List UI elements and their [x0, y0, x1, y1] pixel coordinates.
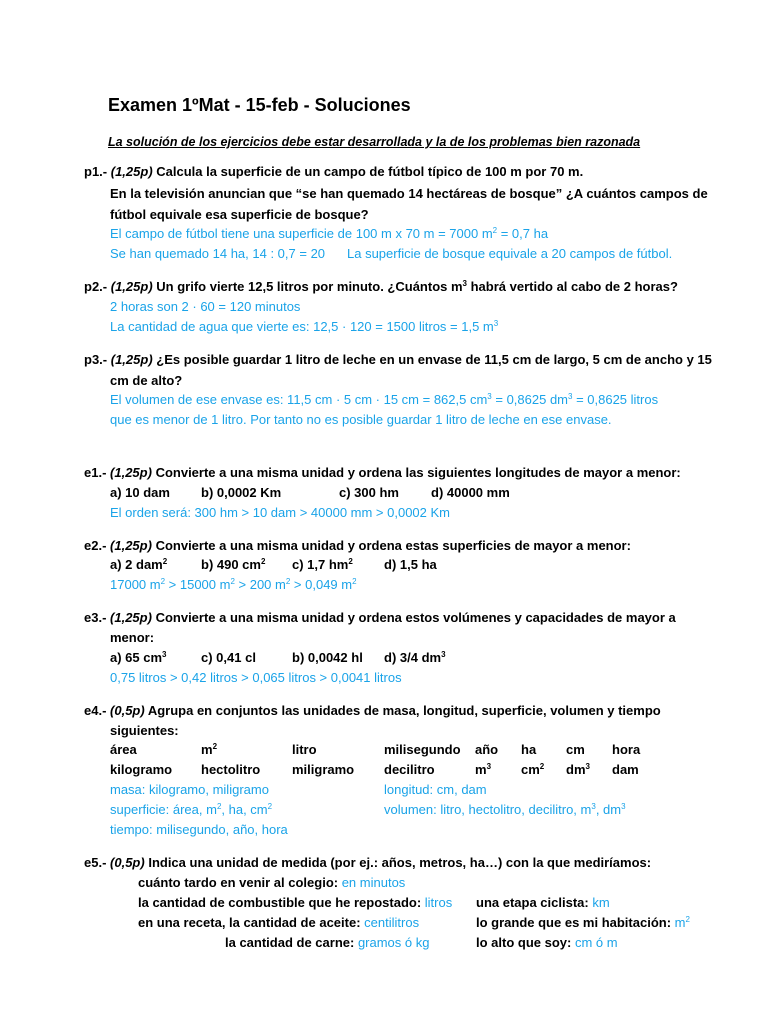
exercise-2-number: e2.-	[84, 538, 107, 553]
problem-1-answer: La superficie de bosque equivale a 20 campos de fútbol.	[347, 246, 673, 261]
problem-2-solution-line: 2 horas son 2 · 60 = 120 minutos	[110, 299, 301, 314]
exercise-1-number: e1.-	[84, 465, 107, 480]
measure-item: lo alto que soy: cm ó m	[476, 935, 618, 950]
exercise-2-option-a: a) 2 dam$^2$	[110, 557, 168, 572]
measure-item: la cantidad de combustible que he repostado: litros	[138, 895, 453, 910]
exercise-2-option-b: b) 490 $cm^2$	[201, 557, 266, 572]
group-volumen: volumen: litro, hectolitro, decilitro, $m^3$, $dm^3$	[384, 802, 626, 817]
unit-cell: dam	[612, 762, 639, 777]
exercise-1-option-d: d) 40000 mm	[431, 485, 510, 500]
exercise-4-number: e4.-	[84, 703, 107, 718]
problem-3-solution-line: El volumen de ese envase es: 11,5 cm · 5 cm · 15 cm = 862,5 $cm^3 = 0,8625$ $dm^3 = 0,8625$ litros	[110, 392, 659, 407]
problem-3-points: (1,25p)	[110, 352, 153, 367]
exercise-1-option-a: a) 10 dam	[110, 485, 170, 500]
problem-2-question: p2.- (1,25p) Un grifo vierte 12,5 litros por minuto. ¿Cuántos $m^3$ habrá vertido al cabo de 2 horas?	[84, 279, 678, 294]
unit-cell: cm	[566, 742, 585, 757]
instruction-text: La solución de los ejercicios debe estar desarrollada y la de los problemas bien razonada	[108, 135, 641, 149]
measure-item: en una receta, la cantidad de aceite: centilitros	[138, 915, 420, 930]
measure-item: la cantidad de carne: gramos ó kg	[225, 935, 430, 950]
problem-1-solution-line: Se han quemado 14 ha, 14 : 0,7 = 20	[110, 246, 326, 261]
problem-3-question-line: cm de alto?	[110, 373, 183, 388]
measure-item: lo grande que es mi habitación: $m^2$	[476, 915, 690, 930]
group-superficie: superficie: área, $m^2$, ha, $cm^2$	[110, 802, 273, 817]
unit-cell: hora	[612, 742, 641, 757]
problem-2-number: p2.-	[84, 279, 108, 294]
problem-1-solution-line: El campo de fútbol tiene una superficie de 100 m x 70 m = 7000 $m^2 = 0,7$ ha	[110, 226, 549, 241]
unit-cell: $m^3$	[475, 762, 492, 777]
unit-cell: $m^2$	[201, 742, 218, 757]
problem-1-question: p1.- (1,25p) Calcula la superficie de un campo de fútbol típico de 100 m por 70 m.	[84, 164, 584, 179]
unit-cell: $cm^2$	[521, 762, 545, 777]
exercise-4-question: e4.- (0,5p) Agrupa en conjuntos las unidades de masa, longitud, superficie, volumen y tiempo	[84, 703, 661, 718]
exercise-2-question: e2.- (1,25p) Convierte a una misma unidad y ordena estas superficies de mayor a menor:	[84, 538, 631, 553]
group-masa: masa: kilogramo, miligramo	[110, 782, 269, 797]
exercise-1-points: (1,25p)	[110, 465, 152, 480]
exercise-5-number: e5.-	[84, 855, 107, 870]
exercise-2-points: (1,25p)	[110, 538, 152, 553]
exercise-3-solution: 0,75 litros > 0,42 litros > 0,065 litros > 0,0041 litros	[110, 670, 402, 685]
exercise-1-option-c: c) 300 hm	[339, 485, 399, 500]
exercise-1-question: e1.- (1,25p) Convierte a una misma unidad y ordena las siguientes longitudes de mayor a menor:	[84, 465, 681, 480]
unit-cell: $dm^3$	[566, 762, 590, 777]
problem-3-solution-line: que es menor de 1 litro. Por tanto no es posible guardar 1 litro de leche en ese envase.	[110, 412, 612, 427]
exercise-3-question: e3.- (1,25p) Convierte a una misma unidad y ordena estos volúmenes y capacidades de mayor a	[84, 610, 676, 625]
exercise-5-question: e5.- (0,5p) Indica una unidad de medida (por ej.: años, metros, ha…) con la que mediríamos:	[84, 855, 652, 870]
measure-item: una etapa ciclista: km	[476, 895, 610, 910]
page-title: Examen 1ºMat - 15-feb - Soluciones	[108, 95, 411, 115]
exercise-2-option-d: d) 1,5 ha	[384, 557, 437, 572]
unit-cell: hectolitro	[201, 762, 261, 777]
group-longitud: longitud: cm, dam	[384, 782, 487, 797]
exercise-3-option-b: b) 0,0042 hl	[292, 650, 363, 665]
problem-1-points: (1,25p)	[110, 164, 153, 179]
problem-3-number: p3.-	[84, 352, 108, 367]
exercise-4-question-line: siguientes:	[110, 723, 179, 738]
exercise-3-option-a: a) 65 $cm^3$	[110, 650, 167, 665]
unit-cell: milisegundo	[384, 742, 461, 757]
group-tiempo: tiempo: milisegundo, año, hora	[110, 822, 288, 837]
unit-cell: decilitro	[384, 762, 435, 777]
exercise-3-option-d: d) 3/4 $dm^3$	[384, 650, 446, 665]
exercise-4-points: (0,5p)	[110, 703, 145, 718]
unit-cell: litro	[292, 742, 317, 757]
exercise-2-solution: 17000 $m^2 > 15000$ $m^2 > 200$ $m^2 > 0,049$ $m^2$	[110, 577, 357, 592]
problem-1-question-line: En la televisión anuncian que “se han quemado 14 hectáreas de bosque” ¿A cuántos campos de	[110, 186, 708, 201]
exercise-1-solution: El orden será: 300 hm > 10 dam > 40000 mm > 0,0002 Km	[110, 505, 451, 520]
unit-cell: área	[110, 742, 137, 757]
measure-item: cuánto tardo en venir al colegio: en minutos	[138, 875, 406, 890]
unit-cell: kilogramo	[110, 762, 173, 777]
problem-2-solution-line: La cantidad de agua que vierte es: 12,5 · 120 = 1500 litros = 1,5 $m^3$	[110, 319, 499, 334]
problem-1-question-line: fútbol equivale esa superficie de bosque?	[110, 207, 369, 222]
exercise-3-option-c: c) 0,41 cl	[201, 650, 256, 665]
exercise-2-option-c: c) 1,7 $hm^2$	[292, 557, 353, 572]
unit-cell: miligramo	[292, 762, 355, 777]
exercise-1-option-b: b) 0,0002 Km	[201, 485, 282, 500]
exercise-5-points: (0,5p)	[110, 855, 145, 870]
unit-cell: ha	[521, 742, 537, 757]
problem-1-number: p1.-	[84, 164, 108, 179]
exercise-3-question-line: menor:	[110, 630, 155, 645]
problem-3-question: p3.- (1,25p) ¿Es posible guardar 1 litro de leche en un envase de 11,5 cm de largo, 5 cm de ancho y 15	[84, 352, 712, 367]
exercise-3-number: e3.-	[84, 610, 107, 625]
problem-2-points: (1,25p)	[110, 279, 153, 294]
unit-cell: año	[475, 742, 499, 757]
exercise-3-points: (1,25p)	[110, 610, 152, 625]
